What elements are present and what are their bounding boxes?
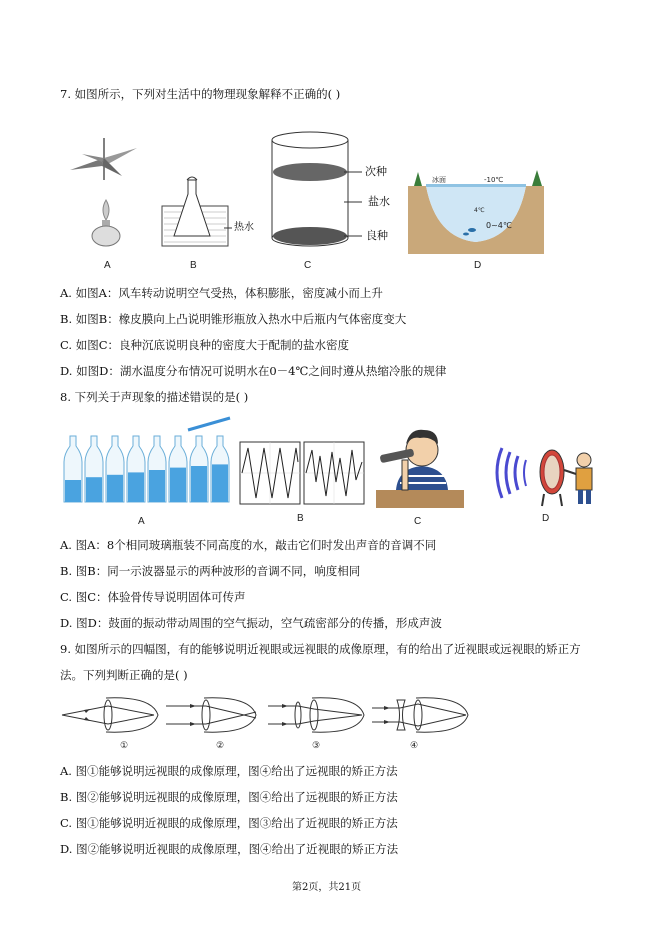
q7-label-0-4c: 0~4℃ xyxy=(486,221,512,230)
q7-option-a: A. 如图A：风车转动说明空气受热，体积膨胀，密度减小而上升 xyxy=(60,286,383,300)
q7-caption-c: C xyxy=(304,260,312,271)
q9-option-a: A. 图①能够说明远视眼的成像原理，图④给出了远视眼的矫正方法 xyxy=(60,764,398,778)
q8-caption-a: A xyxy=(138,516,145,527)
q9-caption-2: ② xyxy=(216,740,225,750)
q9-caption-1: ① xyxy=(120,740,129,750)
bottle xyxy=(127,436,145,502)
bottle xyxy=(169,436,187,502)
q8-figure-bone-conduction xyxy=(376,416,464,510)
q8-option-d: D. 图D：鼓面的振动带动周围的空气振动，空气疏密部分的传播，形成声波 xyxy=(60,616,442,630)
q9-eye-diagram-4 xyxy=(372,694,472,736)
q7-option-c: C. 如图C：良种沉底说明良种的密度大于配制的盐水密度 xyxy=(60,338,349,352)
q7-stem: 7. 如图所示，下列对生活中的物理现象解释不正确的( ) xyxy=(60,87,341,101)
q8-figure-bottles xyxy=(60,416,240,506)
q8-option-b: B. 图B：同一示波器显示的两种波形的音调不同，响度相同 xyxy=(60,564,361,578)
q9-option-b: B. 图②能够说明远视眼的成像原理，图④给出了远视眼的矫正方法 xyxy=(60,790,398,804)
q7-option-d: D. 如图D：湖水温度分布情况可说明水在0－4℃之间时遵从热缩冷胀的规律 xyxy=(60,364,447,378)
q7-label-ice-surface: 冰面 xyxy=(432,176,446,184)
q8-figure-oscilloscope xyxy=(240,442,366,506)
bottle xyxy=(148,436,166,502)
q7-caption-b: B xyxy=(190,260,197,271)
q9-stem-line2: 法。下列判断正确的是( ) xyxy=(60,668,188,682)
q8-option-a: A. 图A：8个相同玻璃瓶装不同高度的水，敲击它们时发出声音的音调不同 xyxy=(60,538,437,552)
q8-option-c: C. 图C：体验骨传导说明固体可传声 xyxy=(60,590,246,604)
q7-label-minus-10: -10℃ xyxy=(484,176,504,184)
bottle xyxy=(211,436,229,502)
bottle xyxy=(190,436,208,502)
q7-label-poor-seed: 次种 xyxy=(365,165,387,178)
q9-eye-diagram-2 xyxy=(166,694,266,736)
q7-label-good-seed: 良种 xyxy=(366,229,388,242)
q7-caption-a: A xyxy=(104,260,111,271)
bottle xyxy=(106,436,124,502)
q7-figure-b xyxy=(158,172,258,252)
q7-label-hot-water: 热水 xyxy=(234,222,254,233)
q9-eye-diagram-1 xyxy=(62,694,166,736)
page-footer: 第2页，共21页 xyxy=(292,882,362,893)
q8-caption-b: B xyxy=(297,513,304,524)
q7-figure-c xyxy=(268,130,358,254)
q9-option-c: C. 图①能够说明近视眼的成像原理，图③给出了近视眼的矫正方法 xyxy=(60,816,398,830)
bottle xyxy=(64,436,82,502)
q8-caption-d: D xyxy=(542,513,550,524)
q7-option-b: B. 如图B：橡皮膜向上凸说明锥形瓶放入热水中后瓶内气体密度变大 xyxy=(60,312,407,326)
q7-label-salt-water: 盐水 xyxy=(368,195,390,208)
q9-caption-3: ③ xyxy=(312,740,321,750)
q9-option-d: D. 图②能够说明近视眼的成像原理，图④给出了近视眼的矫正方法 xyxy=(60,842,399,856)
q7-figure-a xyxy=(62,130,162,250)
q9-caption-4: ④ xyxy=(410,740,419,750)
q8-caption-c: C xyxy=(414,516,422,527)
q8-stem: 8. 下列关于声现象的描述错误的是( ) xyxy=(60,390,249,404)
q9-eye-diagram-3 xyxy=(268,694,368,736)
q8-figure-drum xyxy=(488,440,600,510)
q7-figure-d xyxy=(406,168,546,254)
bottle xyxy=(85,436,103,502)
q9-stem-line1: 9. 如图所示的四幅图，有的能够说明近视眼或远视眼的成像原理，有的给出了近视眼或远视眼的矫正方 xyxy=(60,642,581,656)
q7-caption-d: D xyxy=(474,260,482,271)
q7-label-4c: 4℃ xyxy=(474,207,485,214)
